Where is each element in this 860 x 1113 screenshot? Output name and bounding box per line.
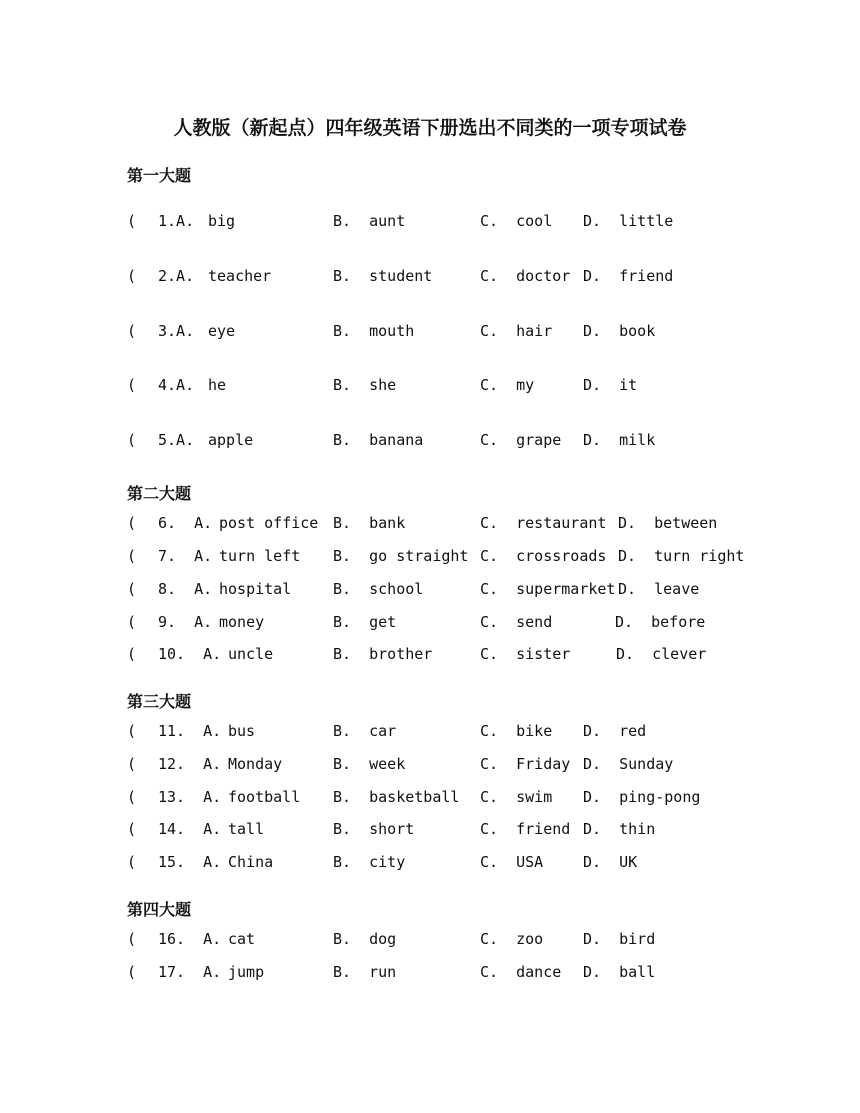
option-d: D. leave — [618, 580, 700, 598]
option-a: Monday — [228, 755, 283, 773]
question-row — [0, 267, 860, 289]
option-d: D. thin — [583, 820, 656, 838]
option-c: C. dance — [480, 963, 562, 981]
option-a: apple — [208, 431, 254, 449]
answer-blank[interactable]: ( — [127, 547, 137, 565]
question-row — [0, 580, 860, 602]
option-a: post office — [219, 514, 319, 532]
answer-blank[interactable]: ( — [127, 613, 137, 631]
option-d: D. UK — [583, 853, 638, 871]
question-row — [0, 722, 860, 744]
option-c: C. my — [480, 376, 535, 394]
answer-blank[interactable]: ( — [127, 930, 137, 948]
option-b: B. she — [333, 376, 397, 394]
option-b: B. brother — [333, 645, 433, 663]
option-a: teacher — [208, 267, 272, 285]
answer-blank[interactable]: ( — [127, 963, 137, 981]
option-b: B. car — [333, 722, 397, 740]
option-b: B. school — [333, 580, 424, 598]
question-row — [0, 645, 860, 667]
question-row — [0, 820, 860, 842]
option-b: B. get — [333, 613, 397, 631]
option-a: cat — [228, 930, 256, 948]
option-b: B. short — [333, 820, 415, 838]
option-a: tall — [228, 820, 265, 838]
question-row — [0, 322, 860, 344]
question-row — [0, 431, 860, 453]
option-a: China — [228, 853, 274, 871]
answer-blank[interactable]: ( — [127, 514, 137, 532]
option-c: C. grape — [480, 431, 562, 449]
option-b: B. bank — [333, 514, 406, 532]
question-number: 1.A. — [158, 212, 195, 230]
section-heading-2: 第二大题 — [127, 484, 192, 503]
option-d: D. red — [583, 722, 647, 740]
answer-blank[interactable]: ( — [127, 755, 137, 773]
answer-blank[interactable]: ( — [127, 267, 137, 285]
option-a: uncle — [228, 645, 274, 663]
option-d: D. bird — [583, 930, 656, 948]
question-number: 15. A. — [158, 853, 222, 871]
option-b: B. student — [333, 267, 433, 285]
question-row — [0, 547, 860, 569]
section-heading-4: 第四大题 — [127, 900, 192, 919]
section-heading-1: 第一大题 — [127, 166, 192, 185]
question-number: 10. A. — [158, 645, 222, 663]
option-b: B. go straight — [333, 547, 469, 565]
answer-blank[interactable]: ( — [127, 788, 137, 806]
option-a: he — [208, 376, 227, 394]
option-d: D. milk — [583, 431, 656, 449]
question-number: 2.A. — [158, 267, 195, 285]
option-a: eye — [208, 322, 236, 340]
option-b: B. basketball — [333, 788, 460, 806]
option-c: C. friend — [480, 820, 571, 838]
option-c: C. bike — [480, 722, 553, 740]
option-d: D. ball — [583, 963, 656, 981]
question-number: 14. A. — [158, 820, 222, 838]
question-number: 17. A. — [158, 963, 222, 981]
question-number: 8. A. — [158, 580, 213, 598]
option-b: B. run — [333, 963, 397, 981]
option-a: money — [219, 613, 265, 631]
option-c: C. cool — [480, 212, 553, 230]
question-number: 12. A. — [158, 755, 222, 773]
option-b: B. aunt — [333, 212, 406, 230]
question-number: 3.A. — [158, 322, 195, 340]
answer-blank[interactable]: ( — [127, 820, 137, 838]
option-a: hospital — [219, 580, 292, 598]
option-d: D. between — [618, 514, 718, 532]
question-row — [0, 930, 860, 952]
question-number: 6. A. — [158, 514, 213, 532]
question-number: 5.A. — [158, 431, 195, 449]
option-d: D. clever — [616, 645, 707, 663]
question-row — [0, 755, 860, 777]
answer-blank[interactable]: ( — [127, 322, 137, 340]
option-c: C. crossroads — [480, 547, 607, 565]
option-d: D. little — [583, 212, 674, 230]
option-b: B. week — [333, 755, 406, 773]
question-number: 7. A. — [158, 547, 213, 565]
question-row — [0, 853, 860, 875]
option-b: B. banana — [333, 431, 424, 449]
option-b: B. mouth — [333, 322, 415, 340]
option-b: B. dog — [333, 930, 397, 948]
option-a: jump — [228, 963, 265, 981]
option-d: D. it — [583, 376, 638, 394]
answer-blank[interactable]: ( — [127, 212, 137, 230]
option-b: B. city — [333, 853, 406, 871]
option-c: C. hair — [480, 322, 553, 340]
option-c: C. restaurant — [480, 514, 607, 532]
question-number: 11. A. — [158, 722, 222, 740]
answer-blank[interactable]: ( — [127, 853, 137, 871]
question-row — [0, 212, 860, 234]
answer-blank[interactable]: ( — [127, 580, 137, 598]
option-d: D. ping-pong — [583, 788, 701, 806]
option-d: D. book — [583, 322, 656, 340]
option-d: D. turn right — [618, 547, 745, 565]
option-a: football — [228, 788, 301, 806]
option-c: C. Friday — [480, 755, 571, 773]
option-c: C. send — [480, 613, 553, 631]
option-a: turn left — [219, 547, 301, 565]
option-c: C. supermarket — [480, 580, 616, 598]
question-row — [0, 514, 860, 536]
question-row — [0, 963, 860, 985]
question-row — [0, 613, 860, 635]
option-d: D. Sunday — [583, 755, 674, 773]
option-c: C. zoo — [480, 930, 544, 948]
answer-blank[interactable]: ( — [127, 376, 137, 394]
section-heading-3: 第三大题 — [127, 692, 192, 711]
option-c: C. USA — [480, 853, 544, 871]
question-number: 9. A. — [158, 613, 213, 631]
question-row — [0, 788, 860, 810]
question-number: 16. A. — [158, 930, 222, 948]
option-a: big — [208, 212, 236, 230]
question-number: 13. A. — [158, 788, 222, 806]
option-c: C. doctor — [480, 267, 571, 285]
option-c: C. sister — [480, 645, 571, 663]
option-d: D. before — [615, 613, 706, 631]
question-number: 4.A. — [158, 376, 195, 394]
option-a: bus — [228, 722, 256, 740]
option-c: C. swim — [480, 788, 553, 806]
answer-blank[interactable]: ( — [127, 722, 137, 740]
option-d: D. friend — [583, 267, 674, 285]
page-title: 人教版（新起点）四年级英语下册选出不同类的一项专项试卷 — [173, 117, 687, 139]
question-row — [0, 376, 860, 398]
answer-blank[interactable]: ( — [127, 645, 137, 663]
answer-blank[interactable]: ( — [127, 431, 137, 449]
